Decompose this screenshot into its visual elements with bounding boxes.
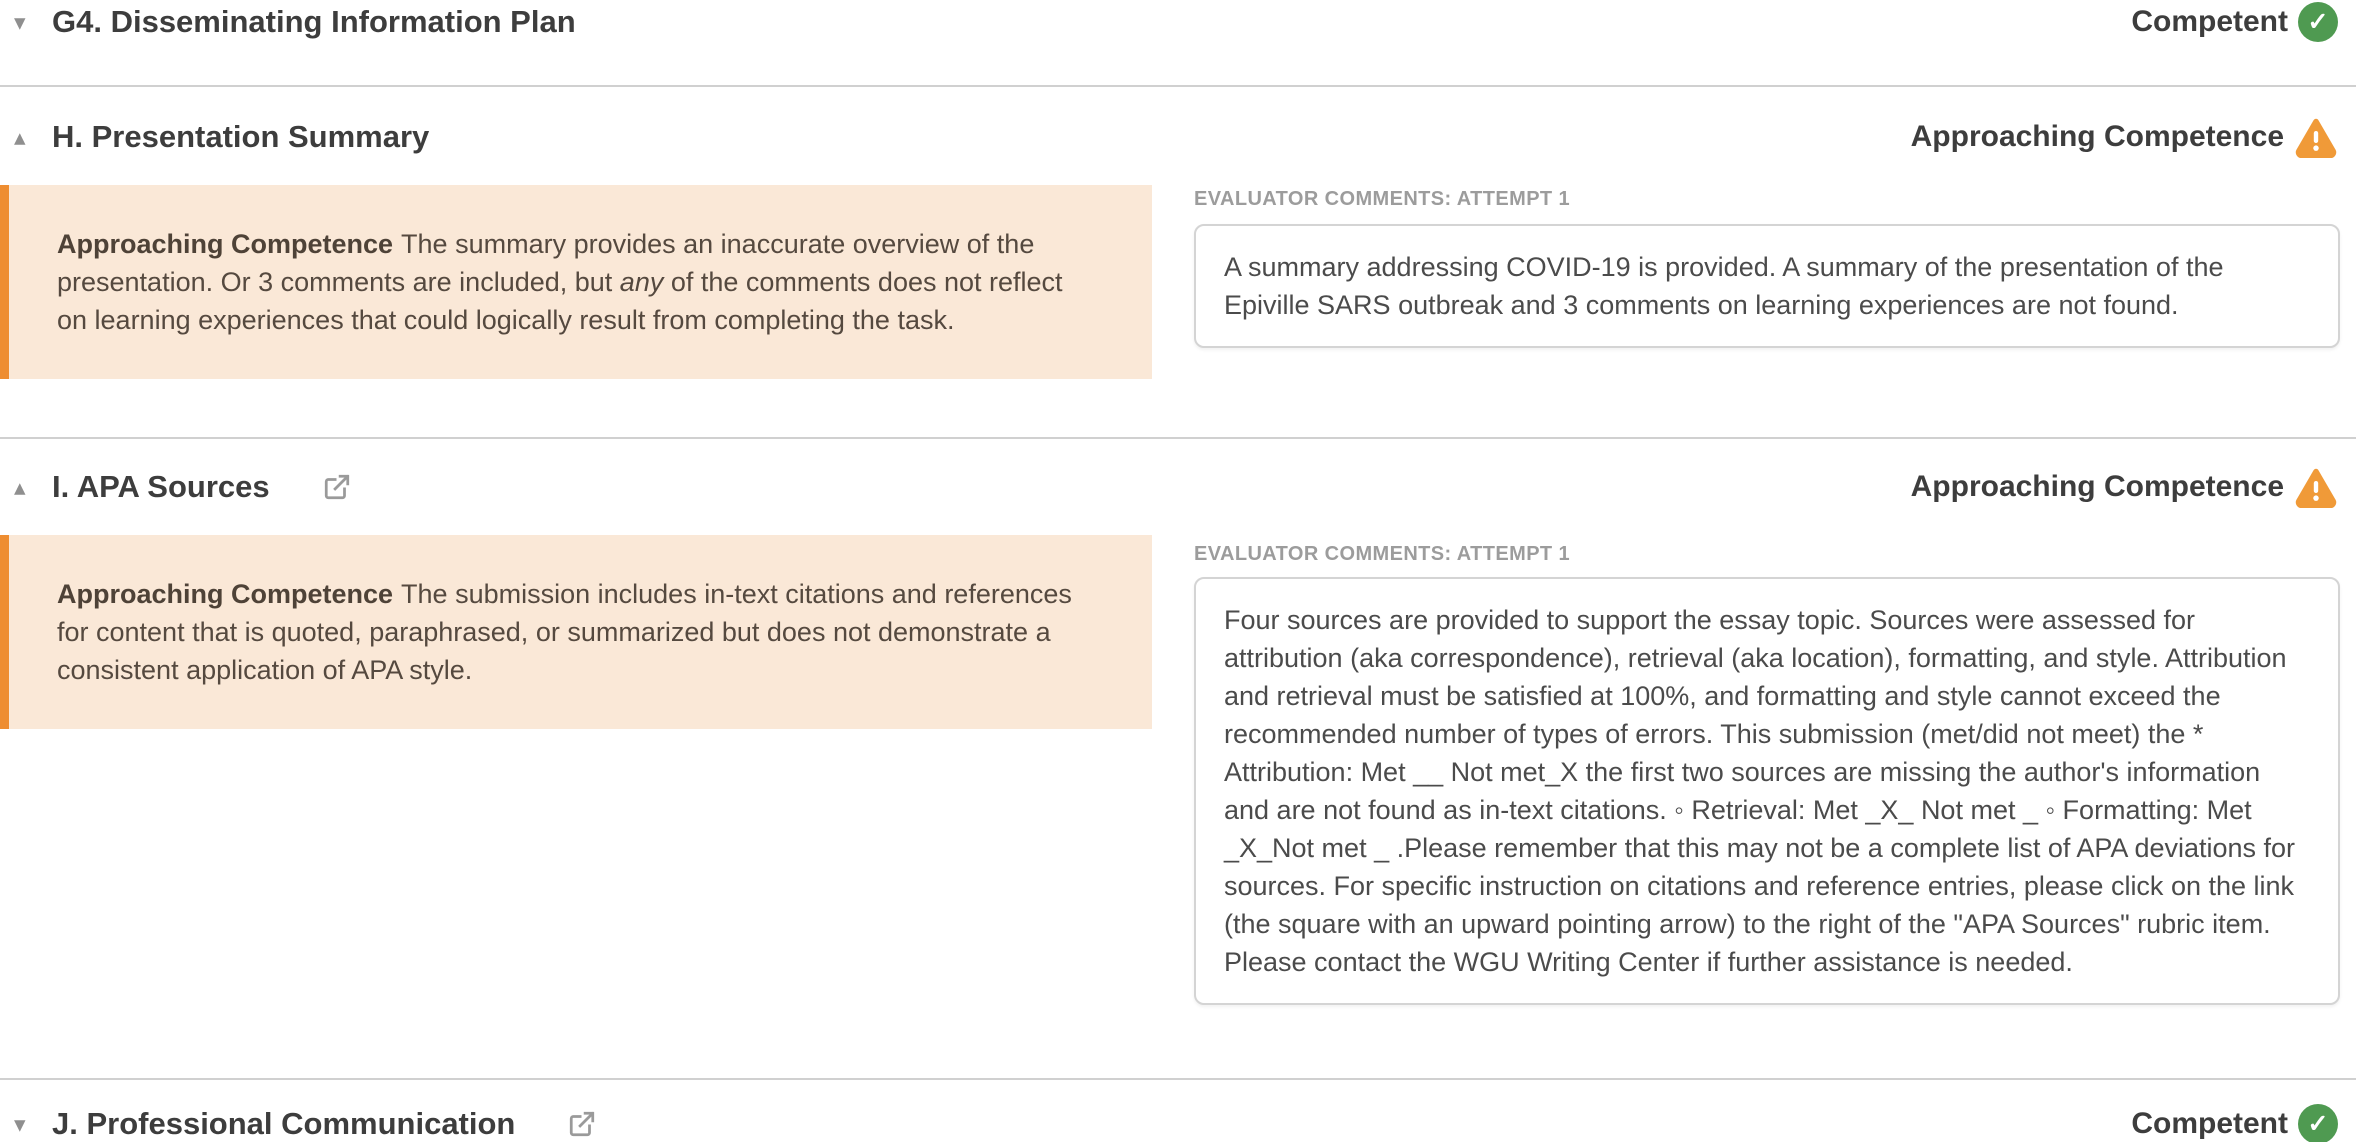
section-divider: [0, 437, 2356, 439]
rubric-item-g4[interactable]: [14, 0, 2338, 44]
criterion-level-label: Approaching Competence: [57, 229, 394, 259]
rubric-item-j[interactable]: [14, 1102, 2338, 1142]
status-badge: Competent ✓: [2131, 2, 2338, 42]
rubric-item-h[interactable]: [14, 114, 2338, 160]
status-badge: Approaching Competence: [1911, 116, 2338, 158]
evaluator-comments-label: EVALUATOR COMMENTS: ATTEMPT 1: [1194, 188, 1571, 210]
external-link-icon[interactable]: [322, 472, 352, 502]
rubric-item-title: G4. Disseminating Information Plan: [52, 4, 576, 39]
chevron-down-icon[interactable]: ▾: [14, 1110, 26, 1137]
warning-triangle-icon: [2294, 466, 2338, 508]
chevron-up-icon[interactable]: ▴: [14, 123, 26, 150]
rubric-item-title: H. Presentation Summary: [52, 119, 430, 154]
rubric-item-i[interactable]: [14, 464, 2338, 510]
criterion-description: Approaching Competence The summary provides an inaccurate overview of the presentation. Or 3 comments are included, but any of the comments does not reflect on learning experiences that could logically result from completing the task.: [0, 185, 1152, 379]
criterion-description: Approaching Competence The submission includes in-text citations and references for content that is quoted, paraphrased, or summarized but does not demonstrate a consistent application of APA style.: [0, 535, 1152, 729]
status-badge: Competent ✓: [2131, 1104, 2338, 1142]
external-link-icon[interactable]: [567, 1109, 597, 1139]
criterion-level-label: Approaching Competence: [57, 579, 394, 609]
chevron-down-icon[interactable]: ▾: [14, 8, 26, 35]
status-badge: Approaching Competence: [1911, 466, 2338, 508]
competent-check-icon: ✓: [2298, 1104, 2338, 1142]
evaluator-comment-text: Four sources are provided to support the essay topic. Sources were assessed for attribution (aka correspondence), retrieval (aka location), formatting, and style. Attribution and retrieval must be satisfied at 100%, and formatting and style cannot exceed the recommended number of types of errors. This submission (met/did not meet) the * Attribution: Met __ Not met_X the first two sources are missing the author's information and are not found as in-text citations. ◦ Retrieval: Met _X_ Not met _ ◦ Formatting: Met _X_Not met _ .Please remember that this may not be a complete list of APA deviations for sources. For specific instruction on citations and reference entries, please click on the link (the square with an upward pointing arrow) to the right of the "APA Sources" rubric item. Please contact the WGU Writing Center if further assistance is needed.: [1194, 577, 2340, 1005]
competent-check-icon: ✓: [2298, 2, 2338, 42]
evaluator-comment-text: A summary addressing COVID-19 is provided. A summary of the presentation of the Epiville SARS outbreak and 3 comments on learning experiences are not found.: [1194, 224, 2340, 348]
rubric-item-title: J. Professional Communication: [52, 1106, 516, 1141]
rubric-item-title: I. APA Sources: [52, 469, 270, 504]
evaluator-comments-label: EVALUATOR COMMENTS: ATTEMPT 1: [1194, 543, 1571, 565]
warning-triangle-icon: [2294, 116, 2338, 158]
section-divider: [0, 1078, 2356, 1080]
section-divider: [0, 85, 2356, 87]
chevron-up-icon[interactable]: ▴: [14, 473, 26, 500]
